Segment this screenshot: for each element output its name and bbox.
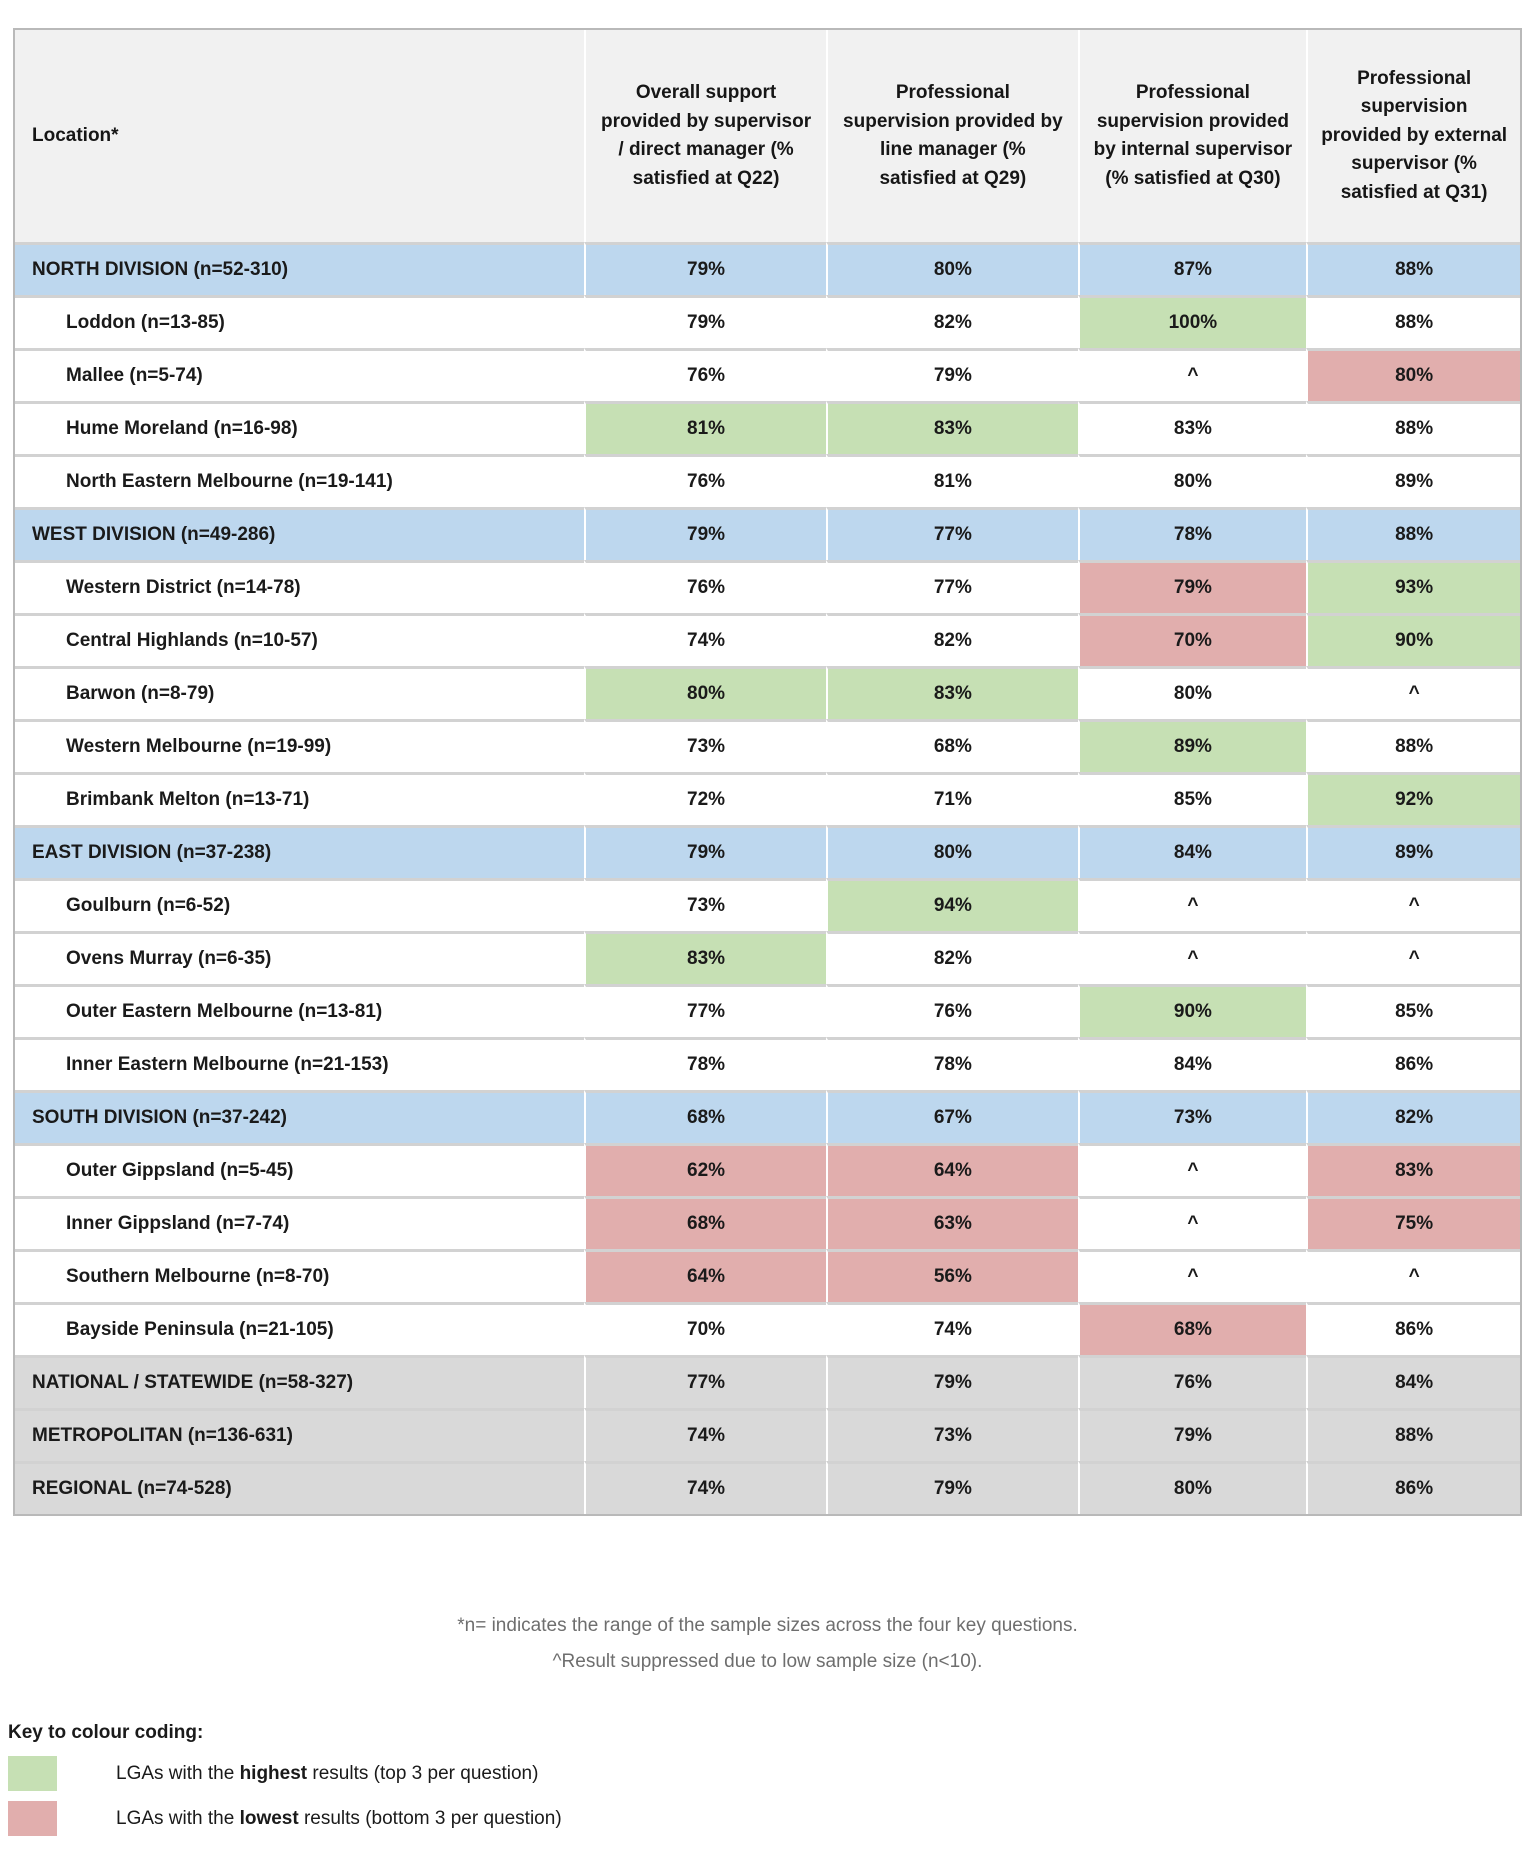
value-cell: ^ [1306, 1249, 1520, 1302]
row-label: SOUTH DIVISION (n=37-242) [15, 1090, 584, 1143]
table-row-lga [15, 984, 1520, 1037]
value-cell: 85% [1078, 772, 1307, 825]
row-label: NATIONAL / STATEWIDE (n=58-327) [15, 1355, 584, 1408]
table-row-lga [15, 931, 1520, 984]
legend-title: Key to colour coding: [8, 1722, 204, 1743]
table-row-division [15, 1090, 1520, 1143]
value-cell: ^ [1306, 878, 1520, 931]
value-cell: 80% [1078, 1461, 1307, 1514]
value-cell: 73% [584, 719, 826, 772]
value-cell: 90% [1078, 984, 1307, 1037]
row-label: Western District (n=14-78) [15, 560, 584, 613]
value-cell: 86% [1306, 1037, 1520, 1090]
column-header-line-manager-q29: Professional supervision provided by line manager (% satisfied at Q29) [826, 30, 1077, 242]
legend-item-highest [8, 1756, 538, 1791]
value-cell: 88% [1306, 401, 1520, 454]
value-cell: 71% [826, 772, 1077, 825]
value-cell: 68% [584, 1196, 826, 1249]
value-cell: ^ [1306, 666, 1520, 719]
value-cell: 82% [1306, 1090, 1520, 1143]
value-cell: 88% [1306, 719, 1520, 772]
value-cell: ^ [1078, 348, 1307, 401]
value-cell: 81% [584, 401, 826, 454]
value-cell: 73% [826, 1408, 1077, 1461]
table-row-lga [15, 401, 1520, 454]
value-cell: 70% [1078, 613, 1307, 666]
table-row-lga [15, 454, 1520, 507]
value-cell: 68% [1078, 1302, 1307, 1355]
value-cell: 83% [1306, 1143, 1520, 1196]
value-cell: 62% [584, 1143, 826, 1196]
value-cell: ^ [1078, 931, 1307, 984]
value-cell: 70% [584, 1302, 826, 1355]
value-cell: 79% [584, 295, 826, 348]
table-row-division [15, 507, 1520, 560]
column-header-location: Location* [15, 30, 584, 242]
table-header [15, 30, 1520, 242]
green-swatch [8, 1756, 57, 1791]
value-cell: 81% [826, 454, 1077, 507]
value-cell: 77% [826, 507, 1077, 560]
value-cell: 64% [826, 1143, 1077, 1196]
row-label: Central Highlands (n=10-57) [15, 613, 584, 666]
value-cell: 79% [826, 1461, 1077, 1514]
table-row-lga [15, 772, 1520, 825]
table-row-summary [15, 1408, 1520, 1461]
value-cell: 79% [584, 242, 826, 295]
value-cell: 82% [826, 295, 1077, 348]
value-cell: ^ [1306, 931, 1520, 984]
table-row-summary [15, 1461, 1520, 1514]
value-cell: 90% [1306, 613, 1520, 666]
table-row-lga [15, 1037, 1520, 1090]
value-cell: 68% [584, 1090, 826, 1143]
row-label: Inner Gippsland (n=7-74) [15, 1196, 584, 1249]
value-cell: 82% [826, 613, 1077, 666]
row-label: WEST DIVISION (n=49-286) [15, 507, 584, 560]
value-cell: 94% [826, 878, 1077, 931]
value-cell: 63% [826, 1196, 1077, 1249]
row-label: EAST DIVISION (n=37-238) [15, 825, 584, 878]
legend-label-lowest: LGAs with the lowest results (bottom 3 per question) [116, 1807, 562, 1829]
value-cell: 72% [584, 772, 826, 825]
value-cell: 88% [1306, 295, 1520, 348]
value-cell: 82% [826, 931, 1077, 984]
value-cell: 77% [584, 984, 826, 1037]
table-body [15, 242, 1520, 1514]
red-swatch [8, 1801, 57, 1836]
row-label: Outer Eastern Melbourne (n=13-81) [15, 984, 584, 1037]
value-cell: 56% [826, 1249, 1077, 1302]
value-cell: 79% [1078, 1408, 1307, 1461]
value-cell: 80% [1306, 348, 1520, 401]
row-label: North Eastern Melbourne (n=19-141) [15, 454, 584, 507]
value-cell: 76% [1078, 1355, 1307, 1408]
value-cell: 78% [826, 1037, 1077, 1090]
value-cell: 83% [826, 401, 1077, 454]
table-row-lga [15, 1302, 1520, 1355]
row-label: Goulburn (n=6-52) [15, 878, 584, 931]
header-row [15, 30, 1520, 242]
value-cell: 79% [584, 507, 826, 560]
value-cell: 74% [584, 613, 826, 666]
table-row-lga [15, 295, 1520, 348]
table-row-lga [15, 560, 1520, 613]
table-row-lga [15, 666, 1520, 719]
value-cell: 86% [1306, 1302, 1520, 1355]
value-cell: 87% [1078, 242, 1307, 295]
table-row-lga [15, 348, 1520, 401]
satisfaction-results-table [13, 28, 1522, 1516]
value-cell: ^ [1078, 878, 1307, 931]
row-label: Western Melbourne (n=19-99) [15, 719, 584, 772]
value-cell: ^ [1078, 1196, 1307, 1249]
row-label: NORTH DIVISION (n=52-310) [15, 242, 584, 295]
value-cell: 92% [1306, 772, 1520, 825]
footnote-suppression: ^Result suppressed due to low sample size (n<10). [552, 1651, 983, 1672]
table-row-division [15, 242, 1520, 295]
value-cell: 85% [1306, 984, 1520, 1037]
value-cell: 86% [1306, 1461, 1520, 1514]
table-row-summary [15, 1355, 1520, 1408]
row-label: Ovens Murray (n=6-35) [15, 931, 584, 984]
table-row-division [15, 825, 1520, 878]
value-cell: 80% [1078, 454, 1307, 507]
value-cell: 100% [1078, 295, 1307, 348]
value-cell: 80% [826, 242, 1077, 295]
value-cell: 73% [584, 878, 826, 931]
value-cell: 88% [1306, 507, 1520, 560]
row-label: Inner Eastern Melbourne (n=21-153) [15, 1037, 584, 1090]
row-label: Outer Gippsland (n=5-45) [15, 1143, 584, 1196]
value-cell: 79% [1078, 560, 1307, 613]
value-cell: ^ [1078, 1249, 1307, 1302]
row-label: Barwon (n=8-79) [15, 666, 584, 719]
value-cell: 89% [1306, 825, 1520, 878]
value-cell: 88% [1306, 1408, 1520, 1461]
value-cell: 73% [1078, 1090, 1307, 1143]
column-header-overall-support-q22: Overall support provided by supervisor / direct manager (% satisfied at Q22) [584, 30, 826, 242]
value-cell: 93% [1306, 560, 1520, 613]
value-cell: 83% [1078, 401, 1307, 454]
value-cell: 76% [584, 454, 826, 507]
value-cell: 83% [826, 666, 1077, 719]
value-cell: 64% [584, 1249, 826, 1302]
value-cell: 89% [1078, 719, 1307, 772]
value-cell: 88% [1306, 242, 1520, 295]
table-row-lga [15, 1143, 1520, 1196]
value-cell: 77% [826, 560, 1077, 613]
row-label: METROPOLITAN (n=136-631) [15, 1408, 584, 1461]
row-label: Bayside Peninsula (n=21-105) [15, 1302, 584, 1355]
footnote-sample-size: *n= indicates the range of the sample sizes across the four key questions. [457, 1615, 1078, 1636]
value-cell: 80% [1078, 666, 1307, 719]
column-header-external-supervisor-q31: Professional supervision provided by external supervisor (% satisfied at Q31) [1306, 30, 1520, 242]
value-cell: 75% [1306, 1196, 1520, 1249]
value-cell: 67% [826, 1090, 1077, 1143]
value-cell: 89% [1306, 454, 1520, 507]
value-cell: 68% [826, 719, 1077, 772]
value-cell: 77% [584, 1355, 826, 1408]
value-cell: 78% [584, 1037, 826, 1090]
value-cell: 79% [826, 348, 1077, 401]
table-row-lga [15, 1196, 1520, 1249]
table-row-lga [15, 878, 1520, 931]
value-cell: 74% [826, 1302, 1077, 1355]
legend-item-lowest [8, 1801, 562, 1836]
value-cell: 79% [826, 1355, 1077, 1408]
table-row-lga [15, 1249, 1520, 1302]
legend-label-highest: LGAs with the highest results (top 3 per question) [116, 1762, 539, 1784]
row-label: Southern Melbourne (n=8-70) [15, 1249, 584, 1302]
value-cell: 74% [584, 1461, 826, 1514]
value-cell: 84% [1306, 1355, 1520, 1408]
value-cell: 84% [1078, 825, 1307, 878]
value-cell: ^ [1078, 1143, 1307, 1196]
value-cell: 76% [584, 348, 826, 401]
value-cell: 78% [1078, 507, 1307, 560]
row-label: Hume Moreland (n=16-98) [15, 401, 584, 454]
value-cell: 76% [826, 984, 1077, 1037]
value-cell: 80% [826, 825, 1077, 878]
value-cell: 79% [584, 825, 826, 878]
value-cell: 80% [584, 666, 826, 719]
row-label: Brimbank Melton (n=13-71) [15, 772, 584, 825]
value-cell: 84% [1078, 1037, 1307, 1090]
value-cell: 74% [584, 1408, 826, 1461]
value-cell: 83% [584, 931, 826, 984]
column-header-internal-supervisor-q30: Professional supervision provided by internal supervisor (% satisfied at Q30) [1078, 30, 1307, 242]
table-row-lga [15, 613, 1520, 666]
value-cell: 76% [584, 560, 826, 613]
row-label: Mallee (n=5-74) [15, 348, 584, 401]
row-label: REGIONAL (n=74-528) [15, 1461, 584, 1514]
table-row-lga [15, 719, 1520, 772]
footnotes [13, 1615, 1522, 1687]
row-label: Loddon (n=13-85) [15, 295, 584, 348]
